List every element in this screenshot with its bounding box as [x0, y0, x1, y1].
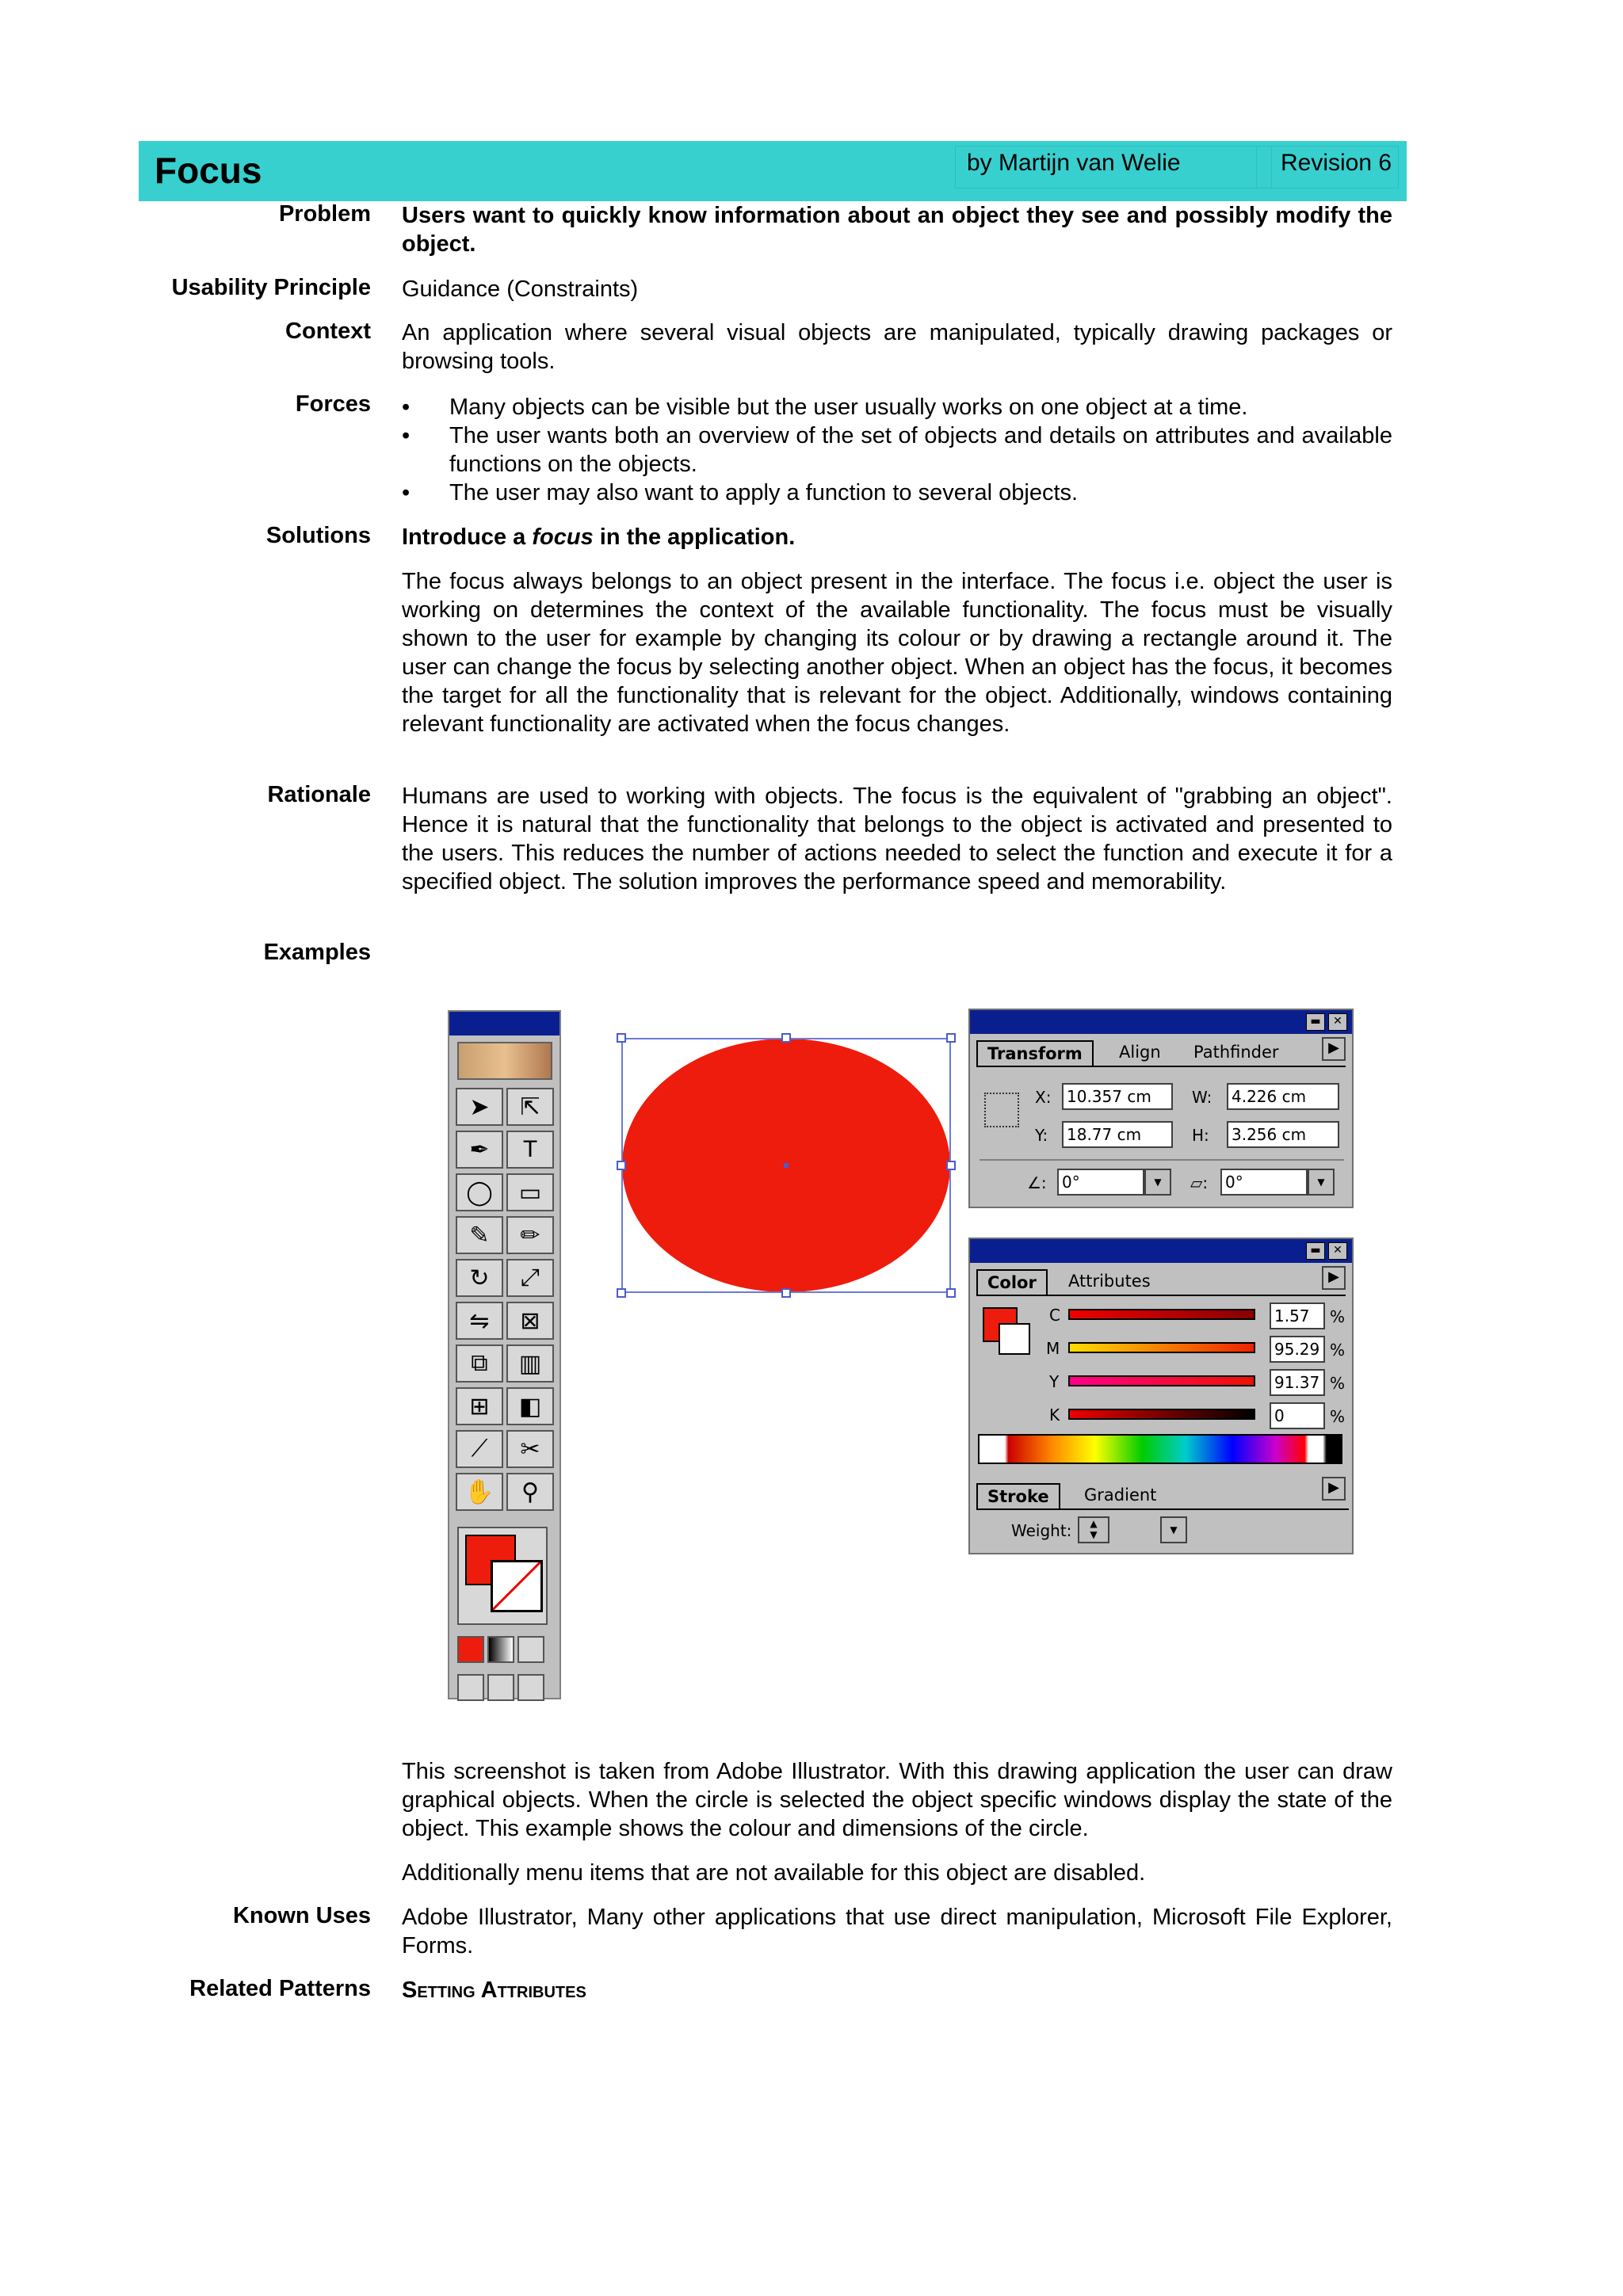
rotate-tool-icon[interactable]: ↻: [456, 1259, 503, 1297]
blend-tool-icon[interactable]: ⧉: [456, 1344, 503, 1383]
minimize-icon[interactable]: ▬: [1306, 1242, 1325, 1260]
c-field[interactable]: 1.57: [1270, 1302, 1325, 1329]
toolbox-titlebar: [449, 1012, 559, 1035]
pct-label: %: [1330, 1307, 1346, 1326]
color-mode-icon[interactable]: [457, 1636, 484, 1663]
list-item: • Many objects can be visible but the user usually works on one object at a time.: [402, 393, 1392, 421]
rationale-text: Humans are used to working with objects. The focus is the equivalent of "grabbing an object". Hence it is natural that the functionality that belongs to the object is activated and presented to the users. This reduces the number of actions needed to select the function and execute it for a specified object. The solution improves the performance speed and memorability.: [402, 784, 1392, 894]
full-screen-menu-icon[interactable]: [487, 1674, 514, 1701]
selection-tool-icon[interactable]: ➤: [456, 1088, 503, 1126]
list-item: • The user may also want to apply a function to several objects.: [402, 479, 1392, 507]
tab-align[interactable]: Align: [1119, 1043, 1161, 1062]
h-field[interactable]: 3.256 cm: [1227, 1121, 1339, 1148]
shear-field[interactable]: 0°: [1220, 1169, 1308, 1196]
author: by Martijn van Welie: [955, 146, 1272, 189]
known-uses-label: Known Uses: [232, 1903, 371, 1928]
selection-handle[interactable]: [946, 1288, 956, 1298]
w-field[interactable]: 4.226 cm: [1227, 1083, 1339, 1110]
h-label: H:: [1192, 1126, 1209, 1145]
selection-bounding-box: [621, 1038, 951, 1293]
panel-titlebar: [970, 1239, 1352, 1263]
stroke-swatch[interactable]: [999, 1323, 1030, 1355]
pen-tool-icon[interactable]: ✒: [456, 1131, 503, 1169]
rotate-dropdown[interactable]: ▼: [1144, 1169, 1171, 1196]
logo-icon: [457, 1042, 552, 1080]
example-caption: This screenshot is taken from Adobe Illustrator. With this drawing application the user can draw graphical objects. When the circle is selected the object specific windows display the state of the object. This example shows the colour and dimensions of the circle.: [402, 1759, 1392, 1841]
close-icon[interactable]: ✕: [1328, 1013, 1347, 1031]
tab-pathfinder[interactable]: Pathfinder: [1193, 1043, 1279, 1062]
k-label: K: [1049, 1405, 1060, 1425]
mesh-tool-icon[interactable]: ⊞: [456, 1387, 503, 1425]
shear-label: ▱:: [1190, 1173, 1209, 1192]
c-slider[interactable]: [1068, 1309, 1255, 1320]
rectangle-tool-icon[interactable]: ▭: [506, 1173, 554, 1211]
gradient-mode-icon[interactable]: [487, 1636, 514, 1663]
direct-selection-tool-icon[interactable]: ⇱: [506, 1088, 554, 1126]
free-transform-tool-icon[interactable]: ⊠: [506, 1302, 554, 1340]
color-panel: [968, 1238, 1354, 1554]
selection-handle[interactable]: [781, 1033, 791, 1043]
reflect-tool-icon[interactable]: ⇋: [456, 1302, 503, 1340]
revision: Revision 6: [1256, 146, 1399, 189]
forces-label: Forces: [295, 391, 371, 417]
usability-label: Usability Principle: [171, 275, 371, 300]
problem-label: Problem: [278, 201, 371, 227]
tab-attributes[interactable]: Attributes: [1068, 1272, 1151, 1291]
w-label: W:: [1192, 1088, 1212, 1107]
weight-stepper[interactable]: ▲ ▼: [1078, 1516, 1109, 1543]
rationale-label: Rationale: [267, 782, 371, 807]
tab-transform[interactable]: Transform: [976, 1040, 1094, 1066]
fill-stroke-swatch[interactable]: [457, 1527, 548, 1625]
related-pattern-link[interactable]: Setting Attributes: [402, 1978, 586, 2003]
pct-label: %: [1330, 1341, 1346, 1360]
tab-gradient[interactable]: Gradient: [1084, 1486, 1157, 1505]
page-title: Focus: [155, 150, 262, 191]
m-field[interactable]: 95.29: [1270, 1336, 1325, 1363]
m-label: M: [1046, 1339, 1060, 1358]
color-spectrum-bar[interactable]: [978, 1434, 1342, 1464]
tab-stroke[interactable]: Stroke: [976, 1483, 1060, 1508]
type-tool-icon[interactable]: T: [506, 1131, 554, 1169]
related-label: Related Patterns: [189, 1976, 371, 2001]
x-label: X:: [1035, 1088, 1052, 1107]
solutions-text: The focus always belongs to an object present in the interface. The focus i.e. object the user is working on determines the context of the available functionality. The focus must be visually shown to the user for example by changing its colour or by drawing a rectangle around it. The user can change the focus by selecting another object. When an object has the focus, it becomes the target for all the functionality that is relevant for the object. Additionally, windows containing relevant functionality are activated when the focus changes.: [402, 569, 1392, 737]
k-field[interactable]: 0: [1270, 1402, 1325, 1429]
context-label: Context: [285, 318, 371, 344]
forces-list: [402, 393, 1392, 507]
problem-text: Users want to quickly know information about an object they see and possibly modify the object.: [402, 203, 1392, 257]
full-screen-icon[interactable]: [517, 1674, 544, 1701]
zoom-tool-icon[interactable]: ⚲: [506, 1473, 554, 1511]
y-label: Y:: [1035, 1126, 1048, 1145]
none-mode-icon[interactable]: [517, 1636, 544, 1663]
y-slider[interactable]: [1068, 1375, 1255, 1386]
close-icon[interactable]: ✕: [1328, 1242, 1347, 1260]
eyedropper-tool-icon[interactable]: ⟋: [456, 1430, 503, 1468]
example-note: Additionally menu items that are not available for this object are disabled.: [402, 1860, 1146, 1886]
examples-label: Examples: [263, 940, 371, 965]
graph-tool-icon[interactable]: ▥: [506, 1344, 554, 1383]
rotate-label: ∠:: [1027, 1173, 1047, 1192]
selection-handle[interactable]: [946, 1033, 956, 1043]
scissors-tool-icon[interactable]: ✂: [506, 1430, 554, 1468]
c-label: C: [1049, 1306, 1060, 1325]
y-field[interactable]: 91.37: [1270, 1369, 1325, 1396]
list-item: • The user wants both an overview of the set of objects and details on attributes and available functions on the objects.: [402, 421, 1392, 479]
selection-handle[interactable]: [946, 1161, 956, 1170]
selection-handle[interactable]: [617, 1288, 626, 1298]
solutions-intro: Introduce a focus in the application.: [402, 524, 796, 550]
stroke-swatch[interactable]: [491, 1560, 543, 1612]
ellipse-tool-icon[interactable]: ◯: [456, 1173, 503, 1211]
rotate-field[interactable]: 0°: [1057, 1169, 1144, 1196]
pct-label: %: [1330, 1407, 1346, 1426]
panel-menu-icon[interactable]: ▶: [1322, 1266, 1346, 1290]
context-text: An application where several visual objects are manipulated, typically drawing packages or browsing tools.: [402, 320, 1392, 374]
known-uses-text: Adobe Illustrator, Many other applications that use direct manipulation, Microsoft File Explorer, Forms.: [402, 1905, 1392, 1958]
k-slider[interactable]: [1068, 1409, 1255, 1420]
hand-tool-icon[interactable]: ✋: [456, 1473, 503, 1511]
panel-titlebar: [970, 1010, 1352, 1034]
brush-tool-icon[interactable]: ✎: [456, 1216, 503, 1254]
gradient-tool-icon[interactable]: ◧: [506, 1387, 554, 1425]
reference-point-icon[interactable]: [984, 1093, 1019, 1127]
panel-menu-icon[interactable]: ▶: [1322, 1477, 1346, 1501]
m-slider[interactable]: [1068, 1342, 1255, 1353]
solutions-label: Solutions: [265, 523, 371, 548]
scale-tool-icon[interactable]: ⤢: [506, 1259, 554, 1297]
pencil-tool-icon[interactable]: ✏: [506, 1216, 554, 1254]
usability-text: Guidance (Constraints): [402, 277, 639, 302]
x-field[interactable]: 10.357 cm: [1062, 1083, 1173, 1110]
pct-label: %: [1330, 1374, 1346, 1393]
panel-menu-icon[interactable]: ▶: [1322, 1037, 1346, 1061]
toolbox-palette: [448, 1010, 561, 1699]
page-header: [139, 141, 1407, 201]
y-field[interactable]: 18.77 cm: [1062, 1121, 1173, 1148]
shear-dropdown[interactable]: ▼: [1308, 1169, 1335, 1196]
transform-panel: [968, 1009, 1354, 1208]
selection-handle[interactable]: [781, 1288, 791, 1298]
weight-label: Weight:: [1011, 1521, 1072, 1540]
divider: [980, 1159, 1344, 1161]
y-label: Y: [1049, 1372, 1060, 1391]
selection-handle[interactable]: [617, 1033, 626, 1043]
minimize-icon[interactable]: ▬: [1306, 1013, 1325, 1031]
weight-dropdown[interactable]: ▼: [1160, 1516, 1187, 1543]
tab-color[interactable]: Color: [976, 1269, 1048, 1295]
screen-mode-icon[interactable]: [457, 1674, 484, 1701]
selection-handle[interactable]: [617, 1161, 626, 1170]
